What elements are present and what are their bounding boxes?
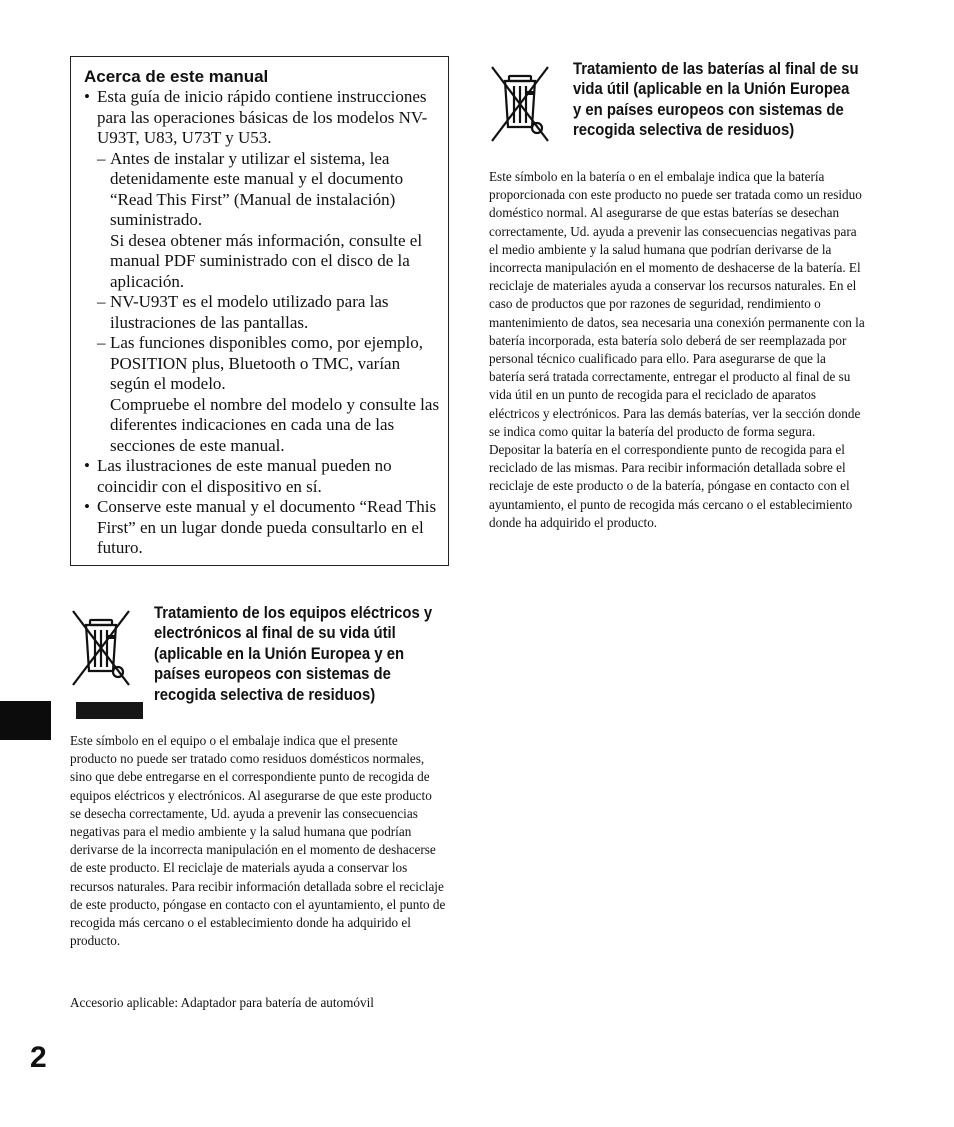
- weee-body: Este símbolo en el equipo o el embalaje indica que el presente producto no puede ser tratado como residuos domésticos normales, sino que debe entregarse en el correspondiente punto de recogida de equipos eléctricos y electrónicos. Al asegurarse de que este producto se desecha correctamente, Ud. ayuda a prevenir las consecuencias negativas para el medio ambiente y la salud humana que podrían derivarse de la incorrecta manipulación en el momento de deshacerse de este producto. El reciclaje de materials ayuda a conservar los recursos naturales. Para recibir información detallada sobre el reciclaje de este producto, póngase en contacto con el ayuntamiento, el punto de recogida más cercano o el establecimiento donde ha adquirido el producto.: [70, 733, 446, 949]
- battery-heading: Tratamiento de las baterías al final de su vida útil (aplicable en la Unión Europea y en países europeos con sistemas de recogida selectiva de residuos): [573, 60, 859, 140]
- about-manual-box: [70, 56, 449, 566]
- page-number: 2: [30, 1041, 47, 1074]
- crossed-bin-icon: [489, 63, 551, 145]
- list-item: • Esta guía de inicio rápido contiene instrucciones para las operaciones básicas de los modelos NV-U93T, U83, U73T y U53.: [84, 87, 440, 149]
- crossed-bin-icon: [70, 607, 132, 689]
- battery-body: Este símbolo en la batería o en el embalaje indica que la batería proporcionada con este producto no puede ser tratada como un residuo doméstico normal. Al asegurarse de que estas baterías se desechan correctamente, Ud. ayuda a prevenir las consecuencias negativas para el medio ambiente y la salud humana que podrían derivarse de la incorrecta manipulación en el momento de deshacerse de la batería. El reciclaje de materiales ayuda a conservar los recursos naturales. En el caso de productos que por razones de seguridad, rendimiento o mantenimiento de datos, sea necesaria una conexión permanente con la batería incorporada, esta batería solo deberá de ser reemplazada por personal técnico cualificado para ello. Para asegurarse de que la batería será tratada correctamente, entregar el producto al final de su vida útil en un punto de recogida para el reciclado de aparatos eléctricos y electrónicos. Para las demás baterías, ver la sección donde se indica como quitar la batería del producto de forma segura. Depositar la batería en el correspondiente punto de recogida para el reciclado de las mismas. Para recibir información detallada sobre el reciclaje de este producto o de la batería, póngase en contacto con el ayuntamiento, el punto de recogida más cercano o el establecimiento donde ha adquirido el producto.: [489, 169, 865, 530]
- weee-accessory: Accesorio aplicable: Adaptador para batería de automóvil: [70, 995, 374, 1010]
- list-item-note: Compruebe el nombre del modelo y consulte las diferentes indicaciones en cada una de las secciones de este manual.: [110, 394, 440, 455]
- list-item-text: Las funciones disponibles como, por ejemplo, POSITION plus, Bluetooth o TMC, varían según el modelo.: [110, 333, 424, 393]
- list-item: [84, 333, 440, 456]
- list-item: • Las ilustraciones de este manual pueden no coincidir con el dispositivo en sí.: [84, 456, 440, 497]
- separator-bar: [76, 702, 143, 719]
- list-item-text: Antes de instalar y utilizar el sistema, lea detenidamente este manual y el documento “Read This First” (Manual de instalación) suministrado.: [110, 148, 404, 229]
- list-item: [84, 149, 440, 293]
- list-item-note: Si desea obtener más información, consulte el manual PDF suministrado con el disco de la aplicación.: [110, 230, 423, 291]
- list-item: • Conserve este manual y el documento “Read This First” en un lugar donde pueda consultarlo en el futuro.: [84, 497, 440, 559]
- about-manual-list: [84, 87, 440, 559]
- about-manual-title: Acerca de este manual: [84, 67, 269, 86]
- weee-heading: Tratamiento de los equipos eléctricos y electrónicos al final de su vida útil (aplicable en la Unión Europea y en países europeos con sistemas de recogida selectiva de residuos): [154, 604, 433, 704]
- list-item: – NV-U93T es el modelo utilizado para las ilustraciones de las pantallas.: [84, 292, 440, 333]
- section-tab: [0, 701, 51, 740]
